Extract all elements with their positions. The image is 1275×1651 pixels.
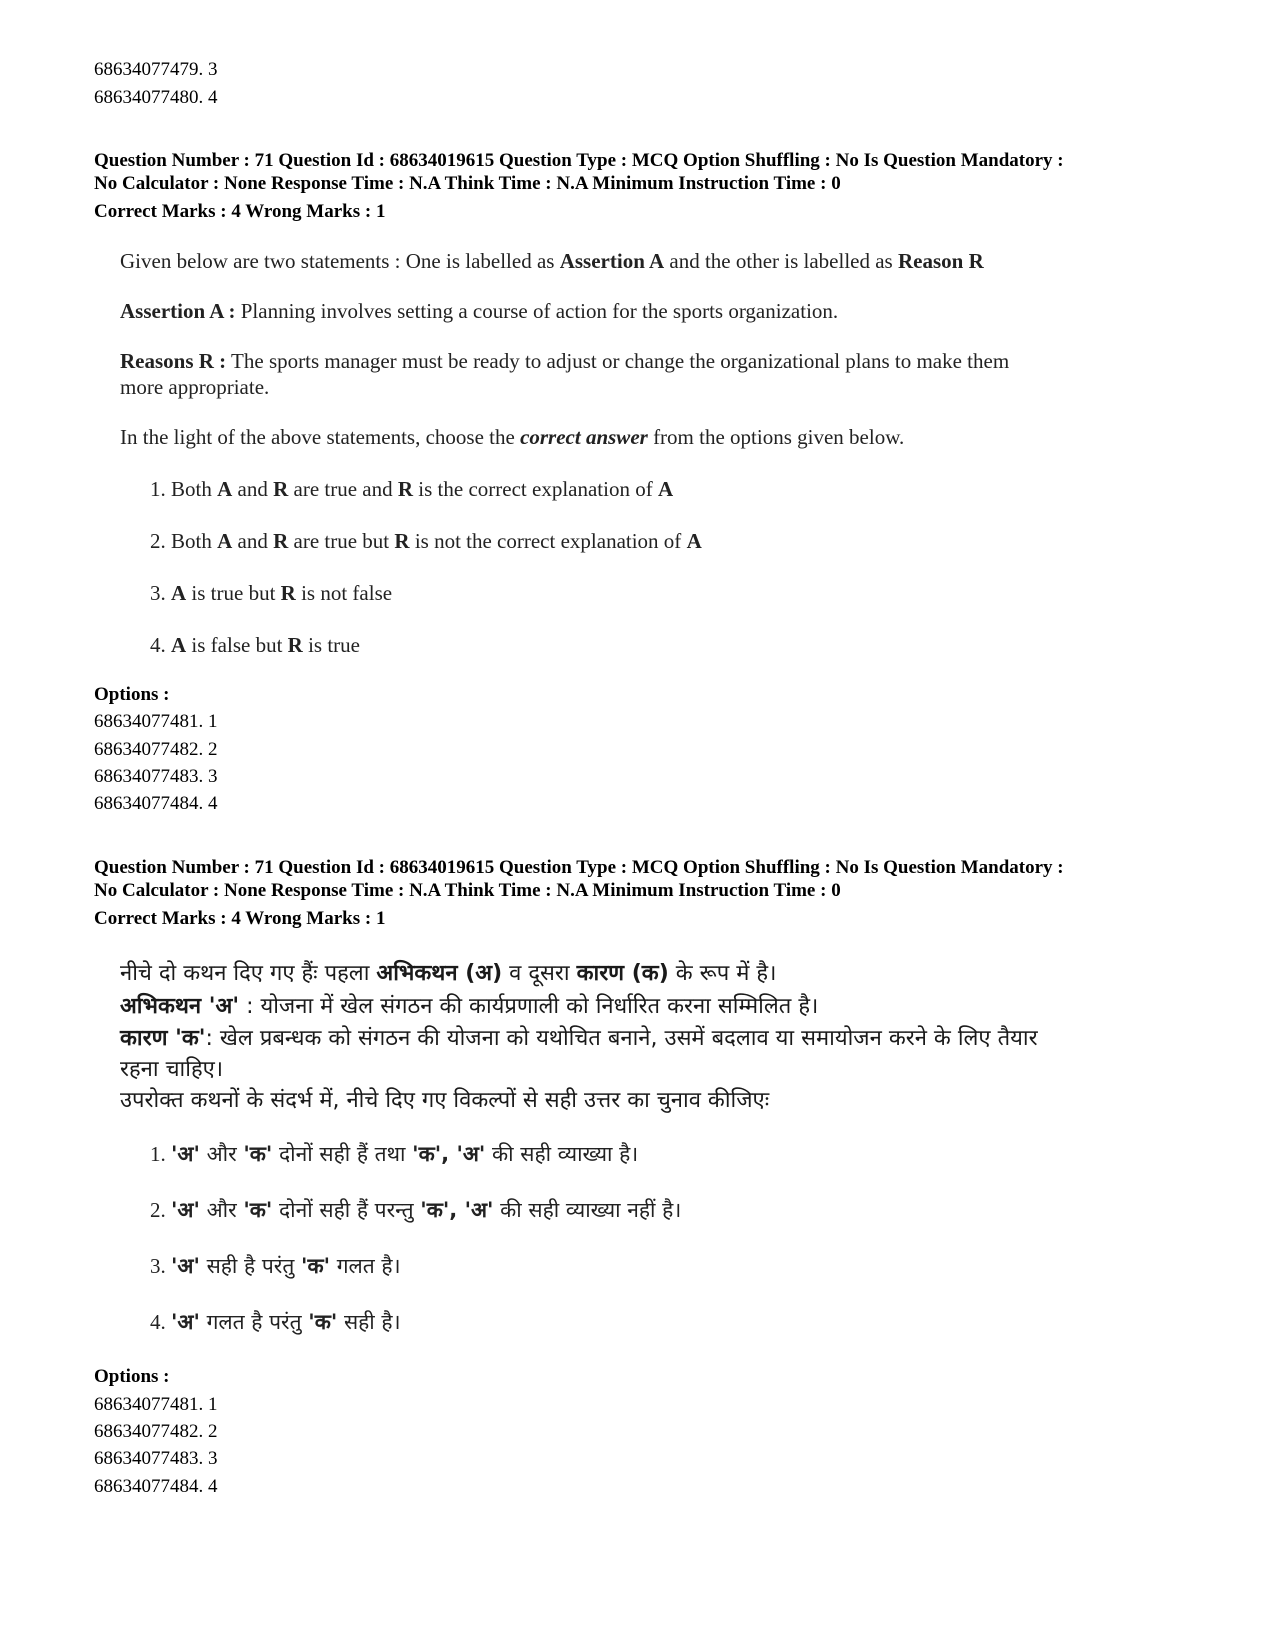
option-line: 68634077483. 3 [94, 1448, 218, 1469]
options-label: Options : [94, 1366, 170, 1387]
answer-choice: 2. Both A and R are true but R is not the correct explanation of A [150, 529, 702, 553]
answer-choice: 1. Both A and R are true and R is the correct explanation of A [150, 477, 674, 501]
question-intro: Given below are two statements : One is labelled as Assertion A and the other is labelled as Reason R [120, 249, 984, 273]
option-line: 68634077484. 4 [94, 1476, 218, 1497]
option-line: 68634077484. 4 [94, 793, 218, 814]
assertion-statement: Assertion A : Planning involves setting a course of action for the sports organization. [120, 299, 839, 323]
hindi-assertion: अभिकथन 'अ' : योजना में खेल संगठन की कार्यप्रणाली को निर्धारित करना सम्मिलित है। [120, 994, 819, 1019]
option-line: 68634077479. 3 [94, 59, 218, 80]
option-line: 68634077482. 2 [94, 1421, 218, 1442]
hindi-reason: कारण 'क': खेल प्रबन्धक को संगठन की योजना को यथोचित बनाने, उसमें बदलाव या समायोजन करने के लिए तैयार [120, 1026, 1038, 1051]
answer-choice: 2. 'अ' और 'क' दोनों सही हैं परन्तु 'क', 'अ' की सही व्याख्या नहीं है। [150, 1198, 682, 1222]
hindi-reason-cont: रहना चाहिए। [120, 1057, 224, 1082]
option-line: 68634077481. 1 [94, 1394, 218, 1415]
question-marks: Correct Marks : 4 Wrong Marks : 1 [94, 201, 386, 222]
option-line: 68634077480. 4 [94, 87, 218, 108]
hindi-instruction: उपरोक्त कथनों के संदर्भ में, नीचे दिए गए विकल्पों से सही उत्तर का चुनाव कीजिएः [120, 1088, 770, 1113]
answer-choice: 3. A is true but R is not false [150, 581, 393, 605]
option-line: 68634077482. 2 [94, 739, 218, 760]
options-label: Options : [94, 684, 170, 705]
question-header: No Calculator : None Response Time : N.A Think Time : N.A Minimum Instruction Time : 0 [94, 173, 841, 194]
answer-choice: 4. A is false but R is true [150, 633, 360, 657]
option-line: 68634077481. 1 [94, 711, 218, 732]
reason-statement: Reasons R : The sports manager must be ready to adjust or change the organizational plans to make them more appropriate. [120, 349, 1010, 399]
answer-choice: 4. 'अ' गलत है परंतु 'क' सही है। [150, 1310, 401, 1334]
question-header: No Calculator : None Response Time : N.A Think Time : N.A Minimum Instruction Time : 0 [94, 880, 841, 901]
hindi-question-intro: नीचे दो कथन दिए गए हैंः पहला अभिकथन (अ) व दूसरा कारण (क) के रूप में है। [120, 961, 777, 986]
question-header: Question Number : 71 Question Id : 68634019615 Question Type : MCQ Option Shuffling : No Is Question Mandatory : [94, 150, 1064, 171]
question-instruction: In the light of the above statements, choose the correct answer from the options given below. [120, 425, 905, 449]
answer-choice: 3. 'अ' सही है परंतु 'क' गलत है। [150, 1254, 401, 1278]
option-line: 68634077483. 3 [94, 766, 218, 787]
question-header: Question Number : 71 Question Id : 68634019615 Question Type : MCQ Option Shuffling : No Is Question Mandatory : [94, 857, 1064, 878]
question-marks: Correct Marks : 4 Wrong Marks : 1 [94, 908, 386, 929]
answer-choice: 1. 'अ' और 'क' दोनों सही हैं तथा 'क', 'अ' की सही व्याख्या है। [150, 1142, 639, 1166]
